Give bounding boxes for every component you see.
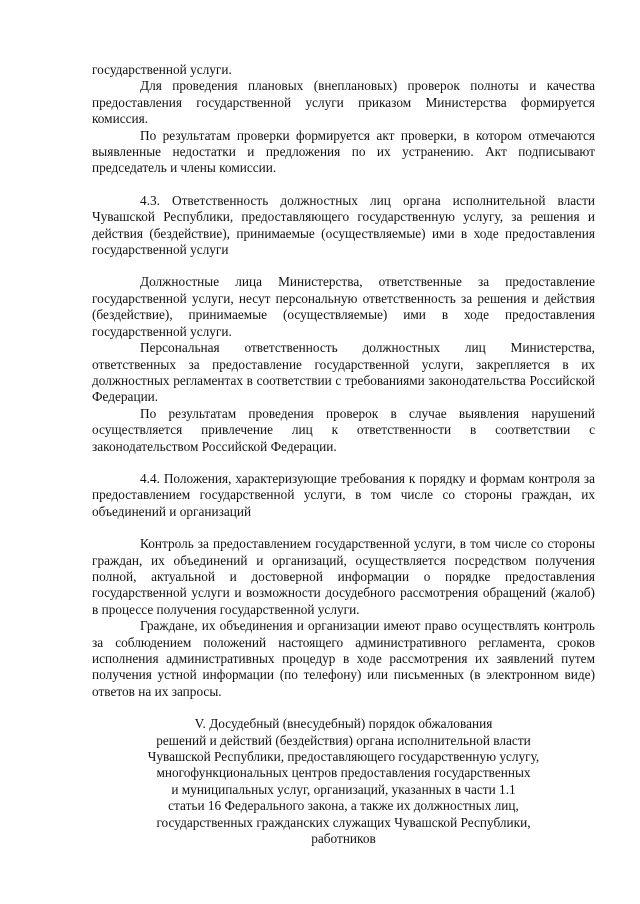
section-5-title-line: государственных гражданских служащих Чувашской Республики,: [156, 814, 531, 830]
spacer: [92, 177, 595, 193]
section-4-4-paragraph-2: Граждане, их объединения и организации имеют право осуществлять контроль за соблюдением положений настоящего административного регламента, сроков исполнения административных процедур в ходе рассмотрения их заявлений путем получения устной информации (по телефону) или письменных (в электронном виде) ответов на их запросы.: [92, 618, 595, 699]
section-5-title-line: многофункциональных центров предоставления государственных: [156, 765, 531, 781]
section-5-title-line: Чувашской Республики, предоставляющего государственную услугу,: [147, 749, 540, 765]
section-4-3-paragraph-2: Персональная ответственность должностных лиц Министерства, ответственных за предоставление государственной услуги, закрепляется в их должностных регламентах в соответствии с требованиями законодательства Российской Федерации.: [92, 340, 595, 405]
section-5-title-line: решений и действий (бездействия) органа исполнительной власти: [156, 732, 531, 748]
paragraph-commission: Для проведения плановых (внеплановых) проверок полноты и качества предоставления государственной услуги приказом Министерства формируется комиссия.: [92, 78, 595, 127]
spacer: [92, 520, 595, 536]
section-5-title: [92, 716, 595, 847]
section-4-4-paragraph-1: Контроль за предоставлением государственной услуги, в том числе со стороны граждан, их объединений и организаций, осуществляется посредством получения полной, актуальной и достоверной информации о порядке предоставления государственной услуги и возможности досудебного рассмотрения обращений (жалоб) в процессе получения государственной услуги.: [92, 536, 595, 617]
section-5-title-line: работников: [311, 831, 376, 847]
section-4-4-heading: 4.4. Положения, характеризующие требования к порядку и формам контроля за предоставлением государственной услуги, в том числе со стороны граждан, их объединений и организаций: [92, 470, 595, 519]
section-5-title-line: V. Досудебный (внесудебный) порядок обжалования: [194, 716, 493, 732]
document-page: [92, 62, 595, 847]
paragraph-continuation: государственной услуги.: [92, 62, 232, 77]
section-5-title-line: и муниципальных услуг, организаций, указанных в части 1.1: [171, 781, 516, 797]
section-4-3-paragraph-3: По результатам проведения проверок в случае выявления нарушений осуществляется привлечение лиц к ответственности в соответствии с законодательством Российской Федерации.: [92, 405, 595, 454]
spacer: [92, 700, 595, 716]
section-4-3-heading: 4.3. Ответственность должностных лиц органа исполнительной власти Чувашской Республики, предоставляющего государственную услугу, за решения и действия (бездействие), принимаемые (осуществляемые) ими в ходе предоставления государственной услуги: [92, 192, 595, 258]
section-5-title-line: статьи 16 Федерального закона, а также их должностных лиц,: [168, 798, 519, 814]
section-4-3-paragraph-1: Должностные лица Министерства, ответственные за предоставление государственной услуги, несут персональную ответственность за решения и действия (бездействие), принимаемые (осуществляемые) ими в ходе предоставления государственной услуги.: [92, 274, 595, 339]
paragraph-inspection-act: По результатам проверки формируется акт проверки, в котором отмечаются выявленные недостатки и предложения по их устранению. Акт подписывают председатель и члены комиссии.: [92, 127, 595, 176]
spacer: [92, 258, 595, 274]
spacer: [92, 455, 595, 471]
